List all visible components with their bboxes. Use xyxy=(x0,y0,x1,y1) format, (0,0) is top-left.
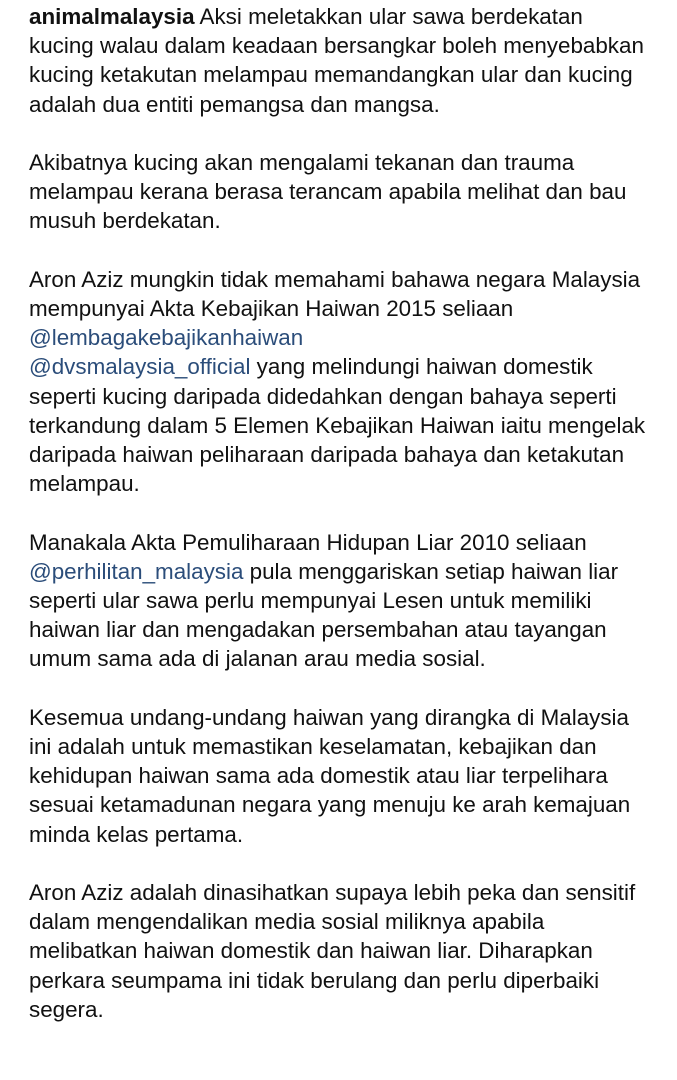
username-link[interactable]: animalmalaysia xyxy=(29,4,195,29)
mention-link-dvsmalaysia-official[interactable]: @dvsmalaysia_official xyxy=(29,354,251,380)
caption-text: Kesemua undang-undang haiwan yang dirangka di Malaysia ini adalah untuk memastikan keselamatan, kebajikan dan kehidupan haiwan sama ada domestik atau liar terpelihara sesuai ketamadunan negara yang menuju ke arah kemajuan minda kelas pertama. xyxy=(29,704,631,847)
caption-text: pula menggariskan setiap haiwan liar seperti ular sawa perlu mempunyai Lesen untuk memiliki haiwan liar dan mengadakan persembahan atau tayangan umum sama ada di jalanan arau media sosial. xyxy=(29,558,619,672)
caption-text: Aron Aziz adalah dinasihatkan supaya lebih peka dan sensitif dalam mengendalikan media sosial miliknya apabila melibatkan haiwan domestik dan haiwan liar. Diharapkan perkara seumpama ini tidak berulang dan perlu diperbaiki segera. xyxy=(29,880,636,1022)
caption-text: yang melindungi haiwan domestik seperti kucing daripada didedahkan dengan bahaya seperti terkandung dalam 5 Elemen Kebajikan Haiwan iaitu mengelak daripada haiwan peliharaan daripada bahaya dan ketakutan melampau. xyxy=(29,354,646,497)
caption-text: Manakala Akta Pemuliharaan Hidupan Liar 2010 seliaan xyxy=(29,529,587,555)
caption-paragraph-4 xyxy=(29,528,651,674)
caption-paragraph-6 xyxy=(29,878,651,1024)
mention-link-perhilitan-malaysia[interactable]: @perhilitan_malaysia xyxy=(29,558,244,584)
caption-paragraph-2 xyxy=(29,148,651,236)
caption-paragraph-5 xyxy=(29,703,651,849)
caption-paragraph-3 xyxy=(29,265,651,499)
caption-text: Akibatnya kucing akan mengalami tekanan dan trauma melampau kerana berasa terancam apabila melihat dan bau musuh berdekatan. xyxy=(29,150,627,234)
post-caption xyxy=(29,2,651,1024)
caption-text: Aron Aziz mungkin tidak memahami bahawa negara Malaysia mempunyai Akta Kebajikan Haiwan 2015 seliaan xyxy=(29,266,641,321)
caption-paragraph-1 xyxy=(29,2,651,119)
mention-link-lembagakebajikanhaiwan[interactable]: @lembagakebajikanhaiwan xyxy=(29,325,304,351)
caption-text: Aksi meletakkan ular sawa berdekatan kucing walau dalam keadaan bersangkar boleh menyebabkan kucing ketakutan melampau memandangkan ular dan kucing adalah dua entiti pemangsa dan mangsa. xyxy=(29,4,644,117)
